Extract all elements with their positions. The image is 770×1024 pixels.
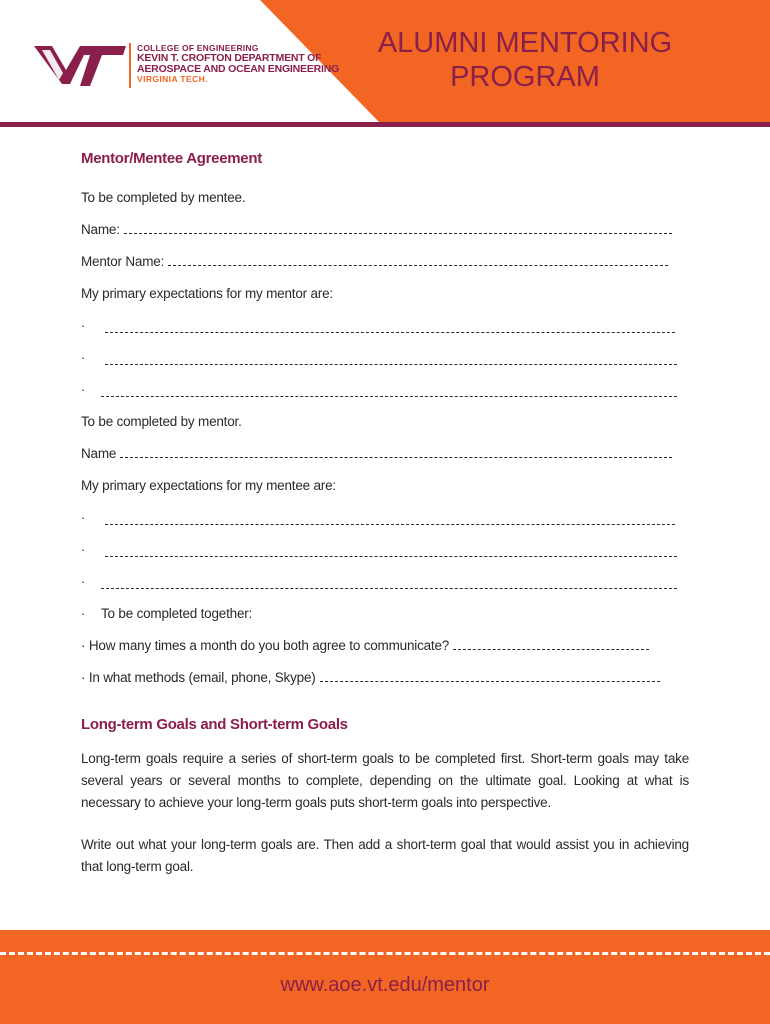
footer-dashed-line bbox=[0, 952, 770, 955]
footer-url[interactable]: www.aoe.vt.edu/mentor bbox=[280, 974, 490, 996]
methods-question: · In what methods (email, phone, Skype) bbox=[81, 670, 316, 685]
mentor-expectation-row bbox=[81, 374, 689, 406]
university-name: VIRGINIA TECH. bbox=[137, 73, 208, 84]
bullet: · bbox=[81, 318, 86, 333]
mentor-self-name-label: Name bbox=[81, 446, 117, 461]
mentee-intro: To be completed by mentee. bbox=[81, 190, 246, 205]
program-title-line-2: PROGRAM bbox=[450, 61, 600, 94]
department-line-1: KEVIN T. CROFTON DEPARTMENT OF bbox=[137, 51, 322, 64]
together-row bbox=[81, 598, 689, 630]
name-label: Name: bbox=[81, 222, 120, 237]
agreement-title: Mentor/Mentee Agreement bbox=[81, 150, 262, 167]
bullet: · bbox=[81, 382, 86, 397]
mentor-expectation-field-1[interactable] bbox=[105, 320, 675, 333]
college-name: COLLEGE OF ENGINEERING bbox=[137, 43, 259, 53]
mentee-expectations-label: My primary expectations for my mentee are: bbox=[81, 478, 336, 493]
header-divider bbox=[0, 122, 770, 127]
mentee-expectation-field-1[interactable] bbox=[105, 512, 675, 525]
communicate-frequency-field[interactable] bbox=[453, 637, 649, 650]
bullet: · bbox=[81, 542, 86, 557]
mentee-name-row bbox=[81, 214, 689, 246]
bullet: · bbox=[81, 510, 86, 525]
mentee-expectation-row bbox=[81, 566, 689, 598]
department-name bbox=[137, 44, 339, 84]
vt-logo bbox=[32, 40, 128, 90]
mentor-expectation-row bbox=[81, 342, 689, 374]
form-content bbox=[81, 148, 689, 878]
program-title-line-1: ALUMNI MENTORING bbox=[377, 27, 673, 59]
mentee-expectation-field-3[interactable] bbox=[101, 576, 677, 589]
mentor-expectation-field-3[interactable] bbox=[101, 384, 677, 397]
mentor-name-field[interactable] bbox=[168, 253, 668, 266]
mentor-expectation-field-2[interactable] bbox=[105, 352, 677, 365]
mentee-expectation-field-2[interactable] bbox=[105, 544, 677, 557]
communicate-row bbox=[81, 630, 689, 662]
mentor-expectation-row bbox=[81, 310, 689, 342]
mentor-name-label: Mentor Name: bbox=[81, 254, 165, 269]
together-label: To be completed together: bbox=[101, 606, 253, 621]
page-header bbox=[0, 0, 770, 128]
methods-row bbox=[81, 662, 689, 694]
goals-paragraph-2: Write out what your long-term goals are. Then add a short-term goal that would assist you in achieving that long-term goal. bbox=[81, 837, 689, 874]
goals-paragraph-1: Long-term goals require a series of short-term goals to be completed first. Short-term goals may take several years or several months to complete, depending on the ultimate goal. Looking at what is necessary to achieve your long-term goals puts short-term goals into perspective. bbox=[81, 751, 689, 810]
mentee-name-field[interactable] bbox=[124, 221, 672, 234]
bullet: · bbox=[81, 574, 86, 589]
page-footer bbox=[0, 930, 770, 1024]
program-title bbox=[370, 26, 680, 94]
mentor-intro: To be completed by mentor. bbox=[81, 414, 242, 429]
bullet: · bbox=[81, 606, 86, 621]
department-line-2: AEROSPACE AND OCEAN ENGINEERING bbox=[137, 62, 340, 75]
mentor-expectations-label: My primary expectations for my mentor are: bbox=[81, 286, 333, 301]
bullet: · bbox=[81, 350, 86, 365]
communicate-question: · How many times a month do you both agree to communicate? bbox=[81, 638, 450, 653]
mentor-self-name-field[interactable] bbox=[120, 445, 672, 458]
logo-divider bbox=[129, 43, 131, 88]
mentor-self-name-row bbox=[81, 438, 689, 470]
mentor-name-row bbox=[81, 246, 689, 278]
communication-methods-field[interactable] bbox=[320, 669, 660, 682]
mentee-expectation-row bbox=[81, 502, 689, 534]
goals-title: Long-term Goals and Short-term Goals bbox=[81, 716, 348, 733]
mentee-expectation-row bbox=[81, 534, 689, 566]
